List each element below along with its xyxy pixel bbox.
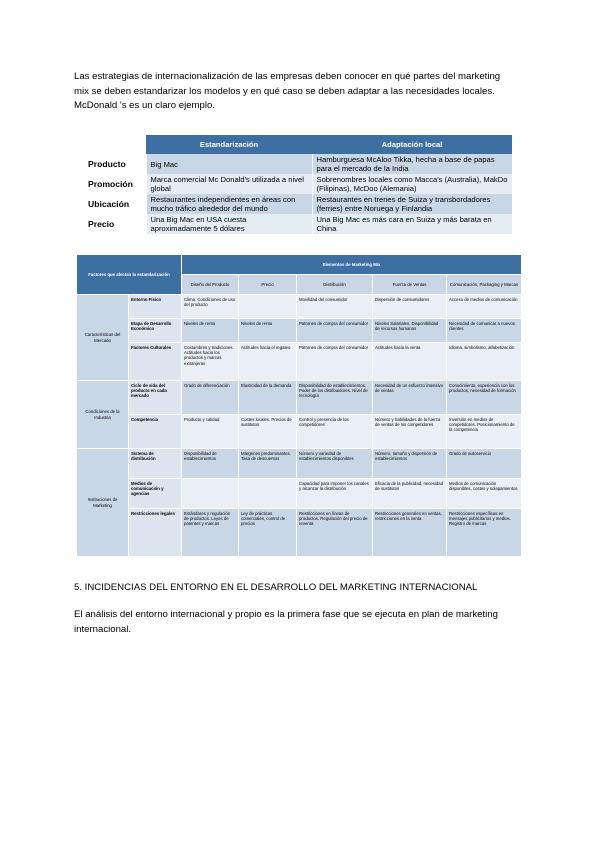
table-cell: Grado de diferenciación <box>182 381 239 415</box>
table-cell: Medios de comunicación disponibles, costes y solapamientos <box>447 479 522 509</box>
factor-label: Etapa de Desarrollo Económico <box>129 319 182 343</box>
table-row <box>84 214 512 234</box>
table-row <box>77 319 522 343</box>
column-header: Distribución <box>297 275 373 295</box>
table-cell: Restaurantes independientes en áreas con mucho tráfico alrededor del mundo <box>146 194 312 214</box>
table-header-row <box>84 135 512 154</box>
table-row <box>77 479 522 509</box>
top-header: Elementos de Marketing Mix <box>182 255 522 275</box>
corner-header: Factores que afectan la estandarización <box>77 255 182 295</box>
table-cell: Ley de prácticas comerciales, control de precios <box>239 509 297 557</box>
table-cell: Patrones de compra del consumidor <box>297 343 373 381</box>
row-label: Precio <box>88 218 115 229</box>
factor-label: Sistema de distribución <box>129 449 182 479</box>
table-cell: Número y habilidades de la fuerza de ventas de los competidores <box>373 415 447 449</box>
table-cell: Restaurantes en trenes de Suiza y transbordadores (ferries) entre Noruega y Finlandia <box>312 194 512 214</box>
table-cell: Grado de autoservicio <box>447 449 522 479</box>
factor-label: Factores Culturales <box>129 343 182 381</box>
table-cell <box>239 479 297 509</box>
table-cell: Niveles de renta <box>182 319 239 343</box>
table-cell: Disponibilidad de establecimientos. Poder de los distribuidores. Nivel de tecnología <box>297 381 373 415</box>
column-header: Comunicación, Packaging y Marcas <box>447 275 522 295</box>
table-cell: Restricciones generales en ventas, restricciones en la venta <box>373 509 447 557</box>
factor-label: Ciclo de vida del producto en cada mercado <box>129 381 182 415</box>
table-row <box>84 174 512 194</box>
factor-label: Restricciones legales <box>129 509 182 557</box>
factor-label: Competencia <box>129 415 182 449</box>
table-cell: Eficacia de la publicidad, necesidad de sustitutos <box>373 479 447 509</box>
column-header: Adaptación local <box>312 135 512 154</box>
mcdonalds-strategy-table <box>84 135 512 234</box>
intro-paragraph <box>74 70 526 114</box>
table-cell: Necesidad de un esfuerzo intensivo de ventas <box>373 381 447 415</box>
table-cell: Una Big Mac en USA cuesta aproximadamente 5 dólares <box>146 214 312 234</box>
table-row <box>84 194 512 214</box>
table-cell: Acceso de medios de comunicación <box>447 295 522 319</box>
table-cell: Conocimiento, experiencia con los productos, necesidad de formación <box>447 381 522 415</box>
table-cell: Inversión en medios de competidores. Posicionamiento de la competencia <box>447 415 522 449</box>
outro-line: internacional. <box>74 623 132 635</box>
column-header: Precio <box>239 275 297 295</box>
table-cell: Producto y calidad <box>182 415 239 449</box>
table-cell: Costumbres y tradiciones. Actitudes hacia los productos y marcas extranjeras <box>182 343 239 381</box>
table-cell: Niveles de renta <box>239 319 297 343</box>
table-row <box>77 415 522 449</box>
table-cell: Una Big Mac es más cara en Suiza y más barata en China <box>312 214 512 234</box>
table-cell: Marca comercial Mc Donald's utilizada a nivel global <box>146 174 312 194</box>
table-row <box>84 154 512 174</box>
factor-label: Entorno Físico <box>129 295 182 319</box>
column-header: Fuerza de Ventas <box>373 275 447 295</box>
row-label: Ubicación <box>88 198 130 209</box>
table-cell: Actitudes hacia el regateo <box>239 343 297 381</box>
table-cell: Idioma, simbolismo, alfabetización <box>447 343 522 381</box>
table-row <box>77 381 522 415</box>
table-row <box>77 295 522 319</box>
table-cell: Capacidad para imponer los canales y alcanzar la distribución <box>297 479 373 509</box>
table-cell: Elasticidad de la demanda <box>239 381 297 415</box>
column-header: Diseño del Producto <box>182 275 239 295</box>
table-cell: Clima. Condiciones de uso del producto <box>182 295 239 319</box>
table-cell: Número, tamaño y dispersión de establecimientos <box>373 449 447 479</box>
table-cell: Hamburguesa McAloo Tikka, hecha a base de papas para el mercado de la India <box>312 154 512 174</box>
row-label: Promoción <box>88 178 133 189</box>
factor-label: Medios de comunicación y agencias <box>129 479 182 509</box>
table-cell: Niveles Salariales. Disponibilidad de recursos humanos <box>373 319 447 343</box>
table-header-row <box>77 255 522 275</box>
outro-line: El análisis del entorno internacional y propio es la primera fase que se ejecuta en plan de marketing <box>74 609 498 620</box>
table-cell: Actitudes hacia la venta <box>373 343 447 381</box>
table-cell: Restricciones en líneas de productos. Regulación del precio de reventa <box>297 509 373 557</box>
table-cell: Sobrenombres locales como Macca's (Australia), MakDo (Filipinas), McDoo (Alemania) <box>312 174 512 194</box>
table-cell: Estándares y regulación de productos. Leyes de patentes y marcas <box>182 509 239 557</box>
table-cell: Márgenes predominantes. Tasa de descuentos <box>239 449 297 479</box>
intro-line: mix se deben estandarizar los modelos y en qué caso se deben adaptar a las necesidades locales. <box>74 85 495 97</box>
standardization-factors-table <box>76 254 522 557</box>
outro-paragraph <box>74 608 526 637</box>
table-cell: Número y variedad de establecimientos disponibles <box>297 449 373 479</box>
table-row <box>77 449 522 479</box>
intro-line: McDonald 's es un claro ejemplo. <box>74 100 216 111</box>
table-cell <box>182 479 239 509</box>
group-label: Características del Mercado <box>77 295 129 381</box>
column-header: Estandarización <box>146 135 312 154</box>
intro-line: Las estrategias de internacionalización de las empresas deben conocer en qué partes del marketing <box>74 71 501 82</box>
table-cell: Movilidad del consumidor <box>297 295 373 319</box>
table-cell: Necesidad de comunicar a nuevos clientes <box>447 319 522 343</box>
table-cell <box>239 295 297 319</box>
group-label: Condiciones de la Industria <box>77 381 129 449</box>
table-row <box>77 343 522 381</box>
table-cell: Restricciones específicas en mensajes publicitarios y medios. Registro de marcas <box>447 509 522 557</box>
section-heading: 5. INCIDENCIAS DEL ENTORNO EN EL DESARROLLO DEL MARKETING INTERNACIONAL <box>74 582 478 593</box>
group-label: Instituciones de Marketing <box>77 449 129 557</box>
table-cell: Patrones de compra del consumidor <box>297 319 373 343</box>
row-label: Producto <box>88 158 126 169</box>
table-row <box>77 509 522 557</box>
table-cell: Control y presencia de los competidores <box>297 415 373 449</box>
table-cell: Dispersión de consumidores <box>373 295 447 319</box>
table-cell: Costes locales. Precios de sustitutos <box>239 415 297 449</box>
table-cell: Big Mac <box>146 154 312 174</box>
table-cell: Disponibilidad de establecimientos <box>182 449 239 479</box>
